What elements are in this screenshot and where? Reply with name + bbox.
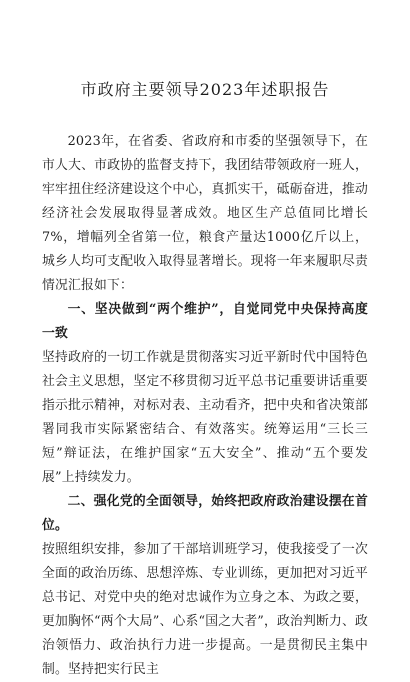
intro-paragraph: 2023年，在省委、省政府和市委的坚强领导下，在市人大、市政协的监督支持下，我团结带领政府一班人，牢牢扭住经济建设这个中心，真抓实干，砥砺奋进，推动经济社会发展取得显著成效。地区生产总值同比增长7%，增幅列全省第一位，粮食产量达1000亿斤以上，城乡人均可支配收入取得显著增长。现将一年来履职尽责情况汇报如下：	[42, 134, 368, 293]
document-body	[42, 130, 368, 682]
section-heading-1: 一、坚决做到“两个维护”，自觉同党中央保持高度一致	[42, 302, 368, 341]
document-title: 市政府主要领导2023年述职报告	[80, 80, 330, 99]
section-body-1: 坚持政府的一切工作就是贯彻落实习近平新时代中国特色社会主义思想，坚定不移贯彻习近平总书记重要讲话重要指示批示精神，对标对表、主动看齐，把中央和省决策部署同我市实际紧密结合、有效落实。统筹运用“三长三短”辩证法，在维护国家“五大安全”、推动“五个要发展”上持续发力。	[42, 350, 368, 485]
section-heading-2: 二、强化党的全面领导，始终把政府政治建设摆在首位。	[42, 494, 368, 533]
section-body-2: 按照组织安排，参加了干部培训班学习，使我接受了一次全面的政治历练、思想淬炼、专业训练，更加把对习近平总书记、对党中央的绝对忠诚作为立身之本、为政之要，更加胸怀“两个大局”、心系“国之大者”，政治判断力、政治领悟力、政治执行力进一步提高。一是贯彻民主集中制。坚持把实行民主	[42, 542, 368, 677]
